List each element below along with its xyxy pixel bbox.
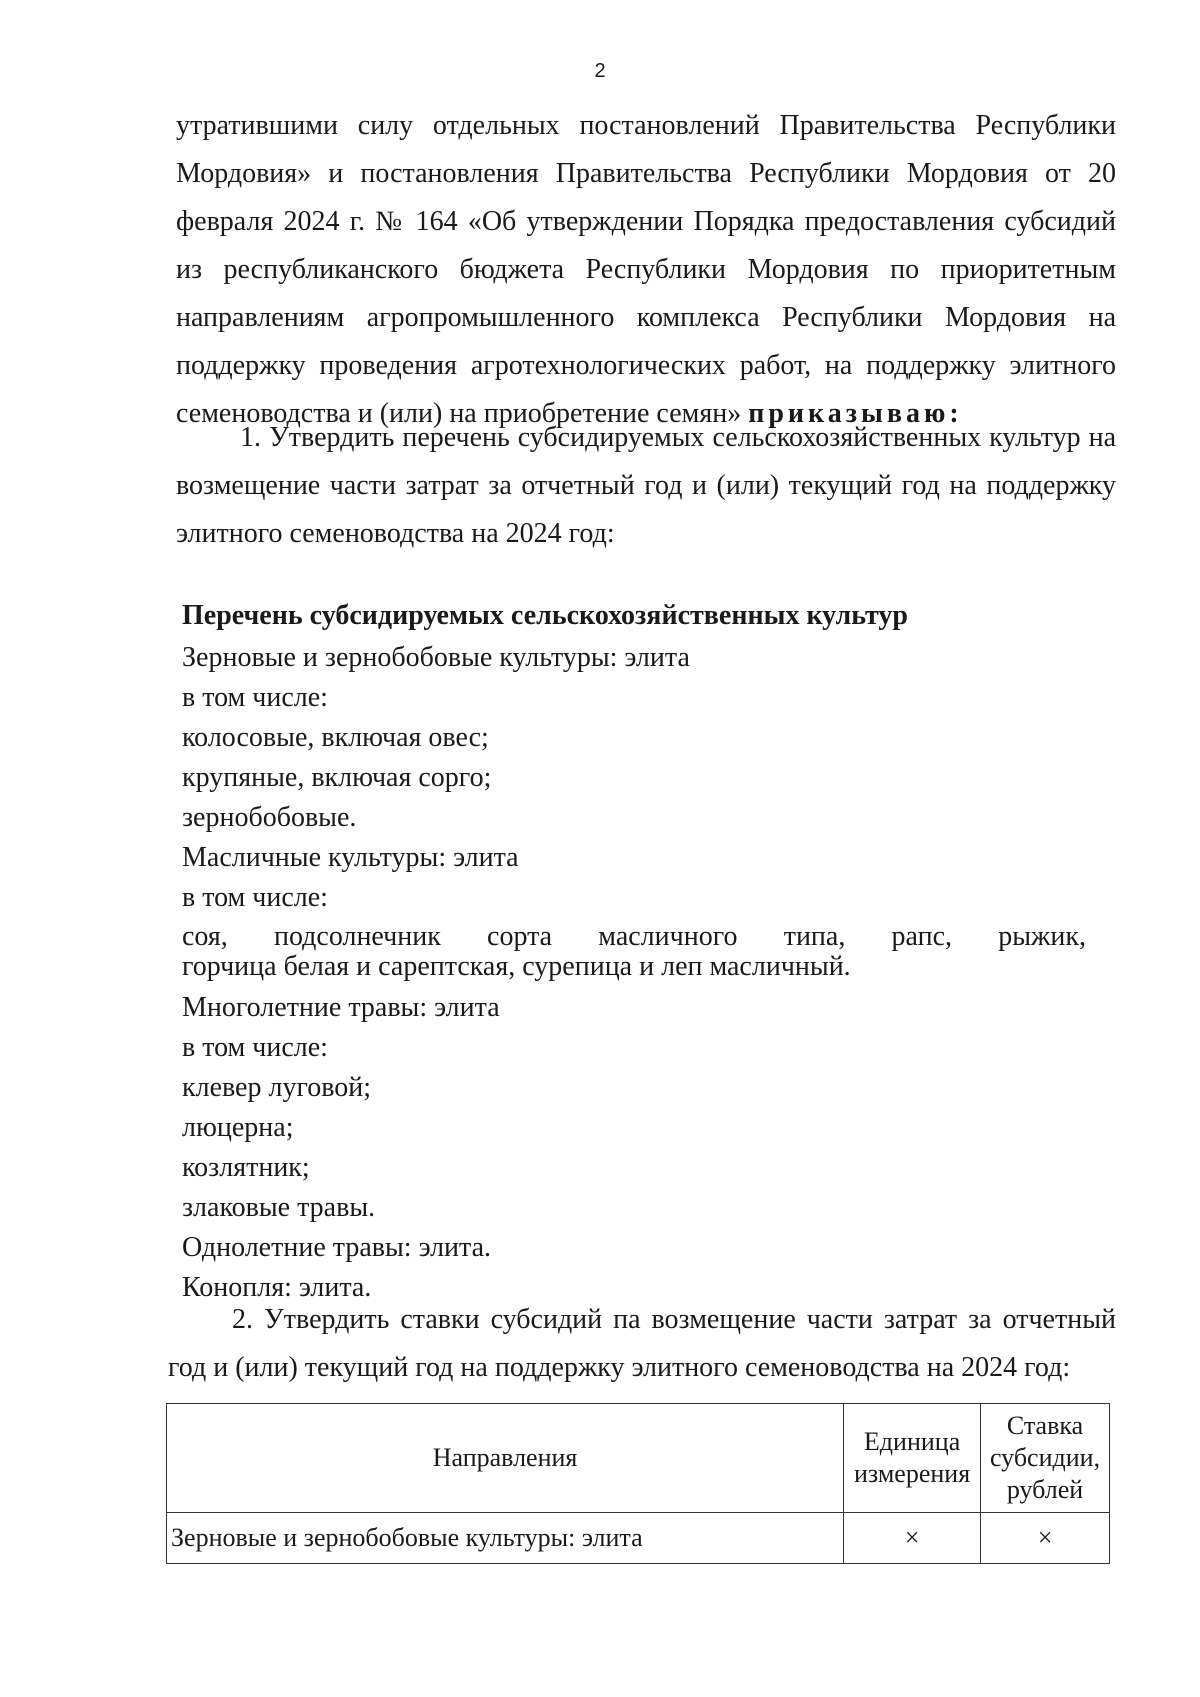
crop-list-title: Перечень субсидируемых сельскохозяйственных культур [182,600,908,631]
list-item: крупяные, включая сорго; [182,762,492,793]
intro-paragraph [176,102,1116,438]
list-item: клевер луговой; [182,1072,372,1103]
table-row [167,1513,1110,1564]
order-word: приказываю: [748,398,963,429]
crop-list [182,600,1086,1308]
header-unit-line: измерения [854,1459,971,1488]
item-2-paragraph: 2. Утвердить ставки субсидий па возмещение части затрат за отчетный год и (или) текущий год на поддержку элитного семеноводства на 2024 год: [168,1304,1116,1383]
cell-direction: Зерновые и зернобобовые культуры: элита [167,1513,844,1564]
subsidy-rates-table [166,1403,1110,1564]
header-rate [981,1404,1110,1513]
intro-text: утратившими силу отдельных постановлений Правительства Республики Мордовия» и постановления Правительства Республики Мордовия от 20 февраля 2024 г. № 164 «Об утверждении Порядка предоставления субсидий из республиканского бюджета Республики Мордовия по приоритетным направлениям агропромышленного комплекса Республики Мордовия на поддержку проведения агротехнологических работ, на поддержку элитного семеноводства и (или) на приобретение семян» [176,110,1116,429]
list-item: в том числе: [182,1032,328,1063]
page-number: 2 [594,60,606,82]
item-1-paragraph: 1. Утвердить перечень субсидируемых сельскохозяйственных культур на возмещение части затрат за отчетный год и (или) текущий год на поддержку элитного семеноводства на 2024 год: [176,422,1116,549]
list-item: Зерновые и зернобобовые культуры: элита [182,642,690,673]
oilseed-line-1: соя, подсолнечник сорта масличного типа, рапс, рыжик, [182,921,1086,952]
list-item: колосовые, включая овес; [182,722,489,753]
list-item: люцерна; [182,1112,294,1143]
list-item: Конопля: элита. [182,1272,372,1303]
header-unit [844,1404,981,1513]
list-item: Масличные культуры: элита [182,842,519,873]
header-rate-line: Ставка [1006,1411,1084,1440]
list-item: зернобобовые. [182,802,357,833]
list-item: злаковые травы. [182,1192,376,1223]
table-header-row [167,1404,1110,1513]
list-item: козлятник; [182,1152,310,1183]
list-item: в том числе: [182,682,328,713]
oilseed-line-2: горчица белая и сарептская, сурепица и леп масличный. [182,951,851,982]
cell-unit: × [844,1513,981,1564]
list-item: в том числе: [182,882,328,913]
cell-rate: × [981,1513,1110,1564]
header-rate-line: субсидии, [989,1443,1101,1472]
header-rate-line: рублей [1006,1475,1084,1504]
list-item: Многолетние травы: элита [182,992,500,1023]
header-unit-line: Единица [863,1427,961,1456]
list-item: Однолетние травы: элита. [182,1232,492,1263]
header-direction: Направления [167,1404,844,1513]
